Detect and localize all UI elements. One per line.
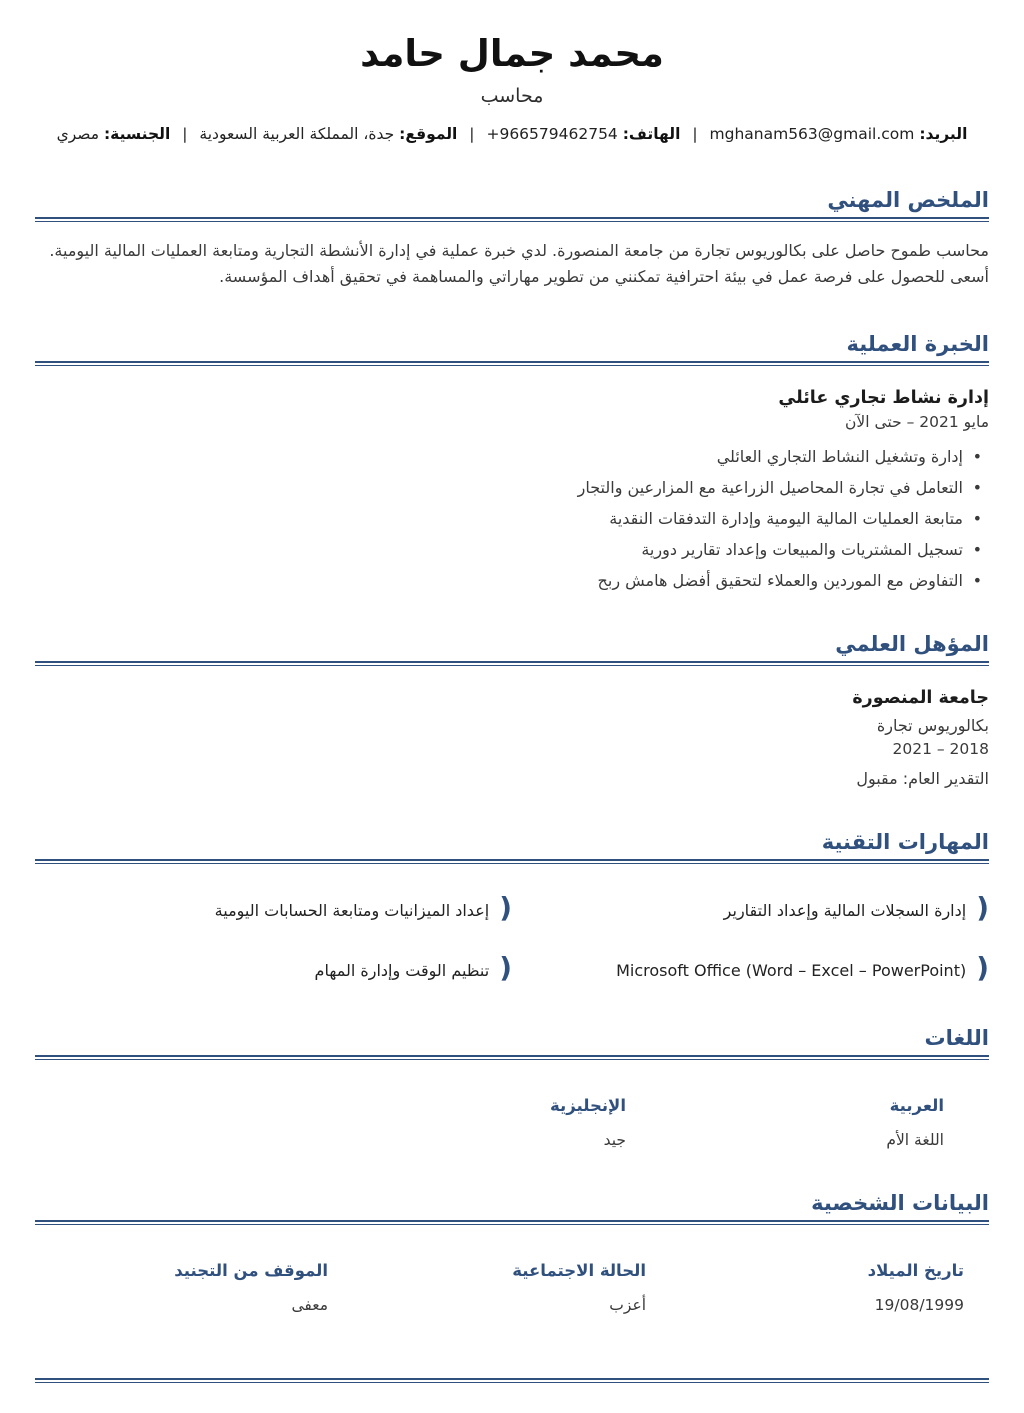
person-name: محمد جمال حامد <box>360 32 664 75</box>
language-level: جيد <box>603 1131 626 1150</box>
page-bottom-divider <box>35 1378 989 1383</box>
language-item <box>353 1096 671 1149</box>
experience-bullet: • تسجيل المشتريات والمبيعات وإعداد تقارير دورية <box>35 540 989 559</box>
experience-bullet: • التعامل في تجارة المحاصيل الزراعية مع المزارعين والتجار <box>35 478 989 497</box>
degree-name: بكالوريوس تجارة <box>876 716 989 736</box>
experience-bullet: • متابعة العمليات المالية اليومية وإدارة التدفقات النقدية <box>35 509 989 528</box>
skills-heading: المهارات التقنية <box>821 830 989 855</box>
section-education <box>35 632 989 788</box>
experience-bullet: • التفاوض مع الموردين والعملاء لتحقيق أفضل هامش ربح <box>35 571 989 590</box>
bracket-icon: ( <box>499 951 512 985</box>
email-value: mghanam563@gmail.com <box>709 125 915 143</box>
skill-item <box>512 891 989 925</box>
email-label: البريد: <box>919 125 968 143</box>
skill-label: إدارة السجلات المالية وإعداد التقارير <box>723 900 967 920</box>
skill-item <box>35 951 512 985</box>
resume-header <box>35 32 989 146</box>
nationality-label: الجنسية: <box>103 125 171 143</box>
section-divider <box>35 1220 989 1225</box>
section-experience <box>35 332 989 590</box>
contact-separator: | <box>692 125 698 143</box>
section-divider <box>35 1055 989 1060</box>
summary-text: محاسب طموح حاصل على بكالوريوس تجارة من جامعة المنصورة. لدي خبرة عملية في إدارة الأنشطة التجارية ومتابعة العمليات المالية اليومية. أسعى للحصول على فرصة عمل في بيئة احترافية تمكنني من تطوير مهاراتي والمساهمة في تحقيق أهداف المؤسسة. <box>49 241 989 287</box>
skill-item <box>512 951 989 985</box>
personal-item <box>35 1261 353 1314</box>
job-title: إدارة نشاط تجاري عائلي <box>778 388 989 409</box>
personal-value: أعزب <box>609 1296 646 1315</box>
bracket-icon: ( <box>976 951 989 985</box>
skill-label: إعداد الميزانيات ومتابعة الحسابات اليومية <box>214 900 490 920</box>
location-value: جدة، المملكة العربية السعودية <box>199 125 395 143</box>
personal-item <box>671 1261 989 1314</box>
education-heading: المؤهل العلمي <box>835 632 989 657</box>
personal-label: الحالة الاجتماعية <box>512 1261 646 1281</box>
university-name: جامعة المنصورة <box>852 688 989 709</box>
personal-item <box>353 1261 671 1314</box>
experience-heading: الخبرة العملية <box>846 332 989 357</box>
nationality-value: مصري <box>56 125 100 143</box>
education-period: 2018 – 2021 <box>892 740 989 759</box>
contact-separator: | <box>182 125 188 143</box>
section-languages <box>35 1026 989 1149</box>
phone-label: الهاتف: <box>622 125 681 143</box>
personal-value: معفى <box>291 1296 328 1315</box>
job-period: مايو 2021 – حتى الآن <box>845 413 989 432</box>
education-grade: التقدير العام: مقبول <box>856 769 989 789</box>
language-item-empty <box>35 1096 353 1149</box>
bracket-icon: ( <box>499 891 512 925</box>
section-divider <box>35 661 989 666</box>
personal-value: 19/08/1999 <box>874 1296 964 1315</box>
languages-grid <box>35 1096 989 1149</box>
skill-item <box>35 891 512 925</box>
skill-label: تنظيم الوقت وإدارة المهام <box>314 960 490 980</box>
summary-heading: الملخص المهني <box>827 188 989 213</box>
contact-separator: | <box>469 125 475 143</box>
language-name: العربية <box>889 1096 944 1116</box>
location-label: الموقع: <box>399 125 458 143</box>
job-role-subtitle: محاسب <box>480 85 544 107</box>
section-summary <box>35 188 989 290</box>
language-item <box>671 1096 989 1149</box>
personal-grid <box>35 1261 989 1314</box>
section-skills <box>35 830 989 984</box>
languages-heading: اللغات <box>924 1026 989 1051</box>
section-divider <box>35 859 989 864</box>
personal-heading: البيانات الشخصية <box>811 1191 989 1216</box>
contact-line <box>35 123 989 146</box>
personal-label: الموقف من التجنيد <box>174 1261 328 1281</box>
section-divider <box>35 217 989 222</box>
section-divider <box>35 361 989 366</box>
experience-bullet: • إدارة وتشغيل النشاط التجاري العائلي <box>35 447 989 466</box>
bracket-icon: ( <box>976 891 989 925</box>
phone-value: +966579462754 <box>486 125 618 143</box>
skills-grid <box>35 891 989 985</box>
experience-bullet-list <box>35 447 989 590</box>
language-name: الإنجليزية <box>550 1096 626 1116</box>
skill-label: Microsoft Office (Word – Excel – PowerPoint) <box>616 960 967 980</box>
language-level: اللغة الأم <box>886 1131 944 1150</box>
personal-label: تاريخ الميلاد <box>867 1261 964 1281</box>
section-personal <box>35 1191 989 1314</box>
